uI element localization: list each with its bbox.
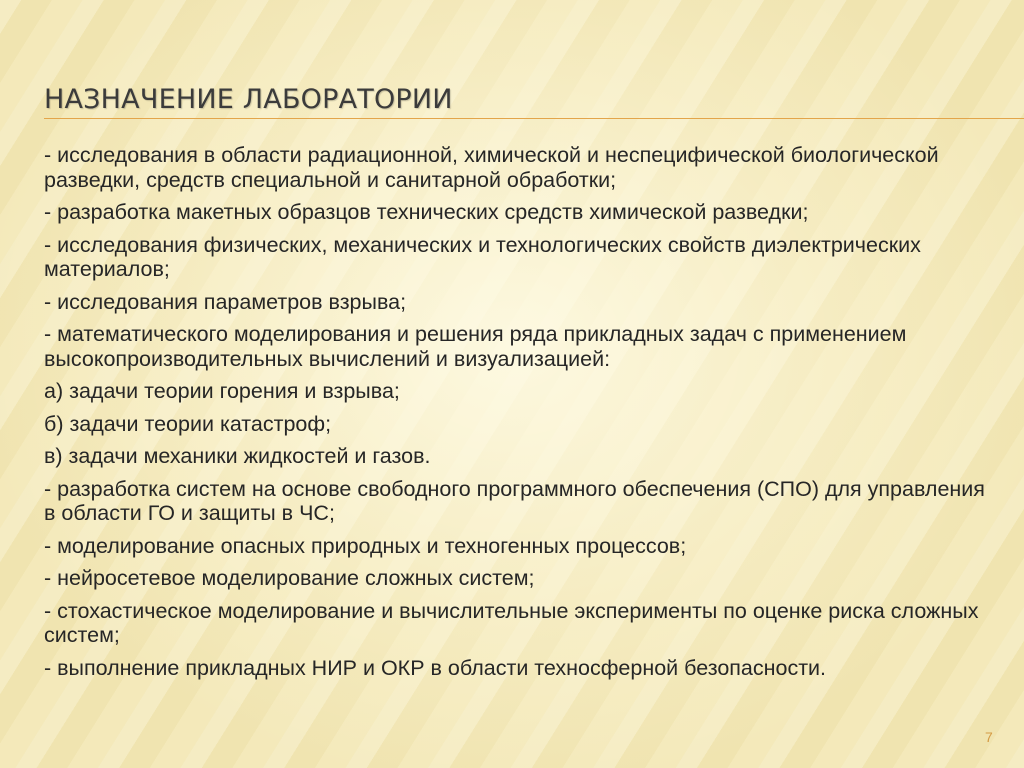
list-item: б) задачи теории катастроф; (44, 411, 332, 436)
list-item: а) задачи теории горения и взрыва; (44, 379, 400, 403)
list-item: - стохастическое моделирование и вычислительные эксперименты по оценке риска сложных систем; (44, 598, 979, 647)
list-item: - выполнение прикладных НИР и ОКР в области техносферной безопасности. (44, 655, 827, 680)
list-item: в) задачи механики жидкостей и газов. (44, 444, 431, 468)
list-item: - исследования в области радиационной, химической и неспецифической биологической разведки, средств специальной и санитарной обработки; (44, 143, 939, 192)
list-item: - моделирование опасных природных и техногенных процессов; (44, 533, 687, 558)
slide-number: 7 (985, 729, 993, 745)
list-item: - исследования параметров взрыва; (44, 289, 407, 314)
list-item: - исследования физических, механических и технологических свойств диэлектрических материалов; (44, 232, 921, 281)
list-item: - разработка систем на основе свободного программного обеспечения (СПО) для управления в области ГО и защиты в ЧС; (44, 476, 985, 525)
title-divider (44, 118, 1024, 119)
list-item: - нейросетевое моделирование сложных систем; (44, 566, 535, 590)
list-item: - математического моделирования и решения ряда прикладных задач с применением высокопроизводительных вычислений и визуализацией: (44, 322, 907, 371)
list-item: - разработка макетных образцов технических средств химической разведки; (44, 200, 809, 224)
slide-title: НАЗНАЧЕНИЕ ЛАБОРАТОРИИ (44, 84, 453, 115)
slide-body (44, 143, 994, 688)
